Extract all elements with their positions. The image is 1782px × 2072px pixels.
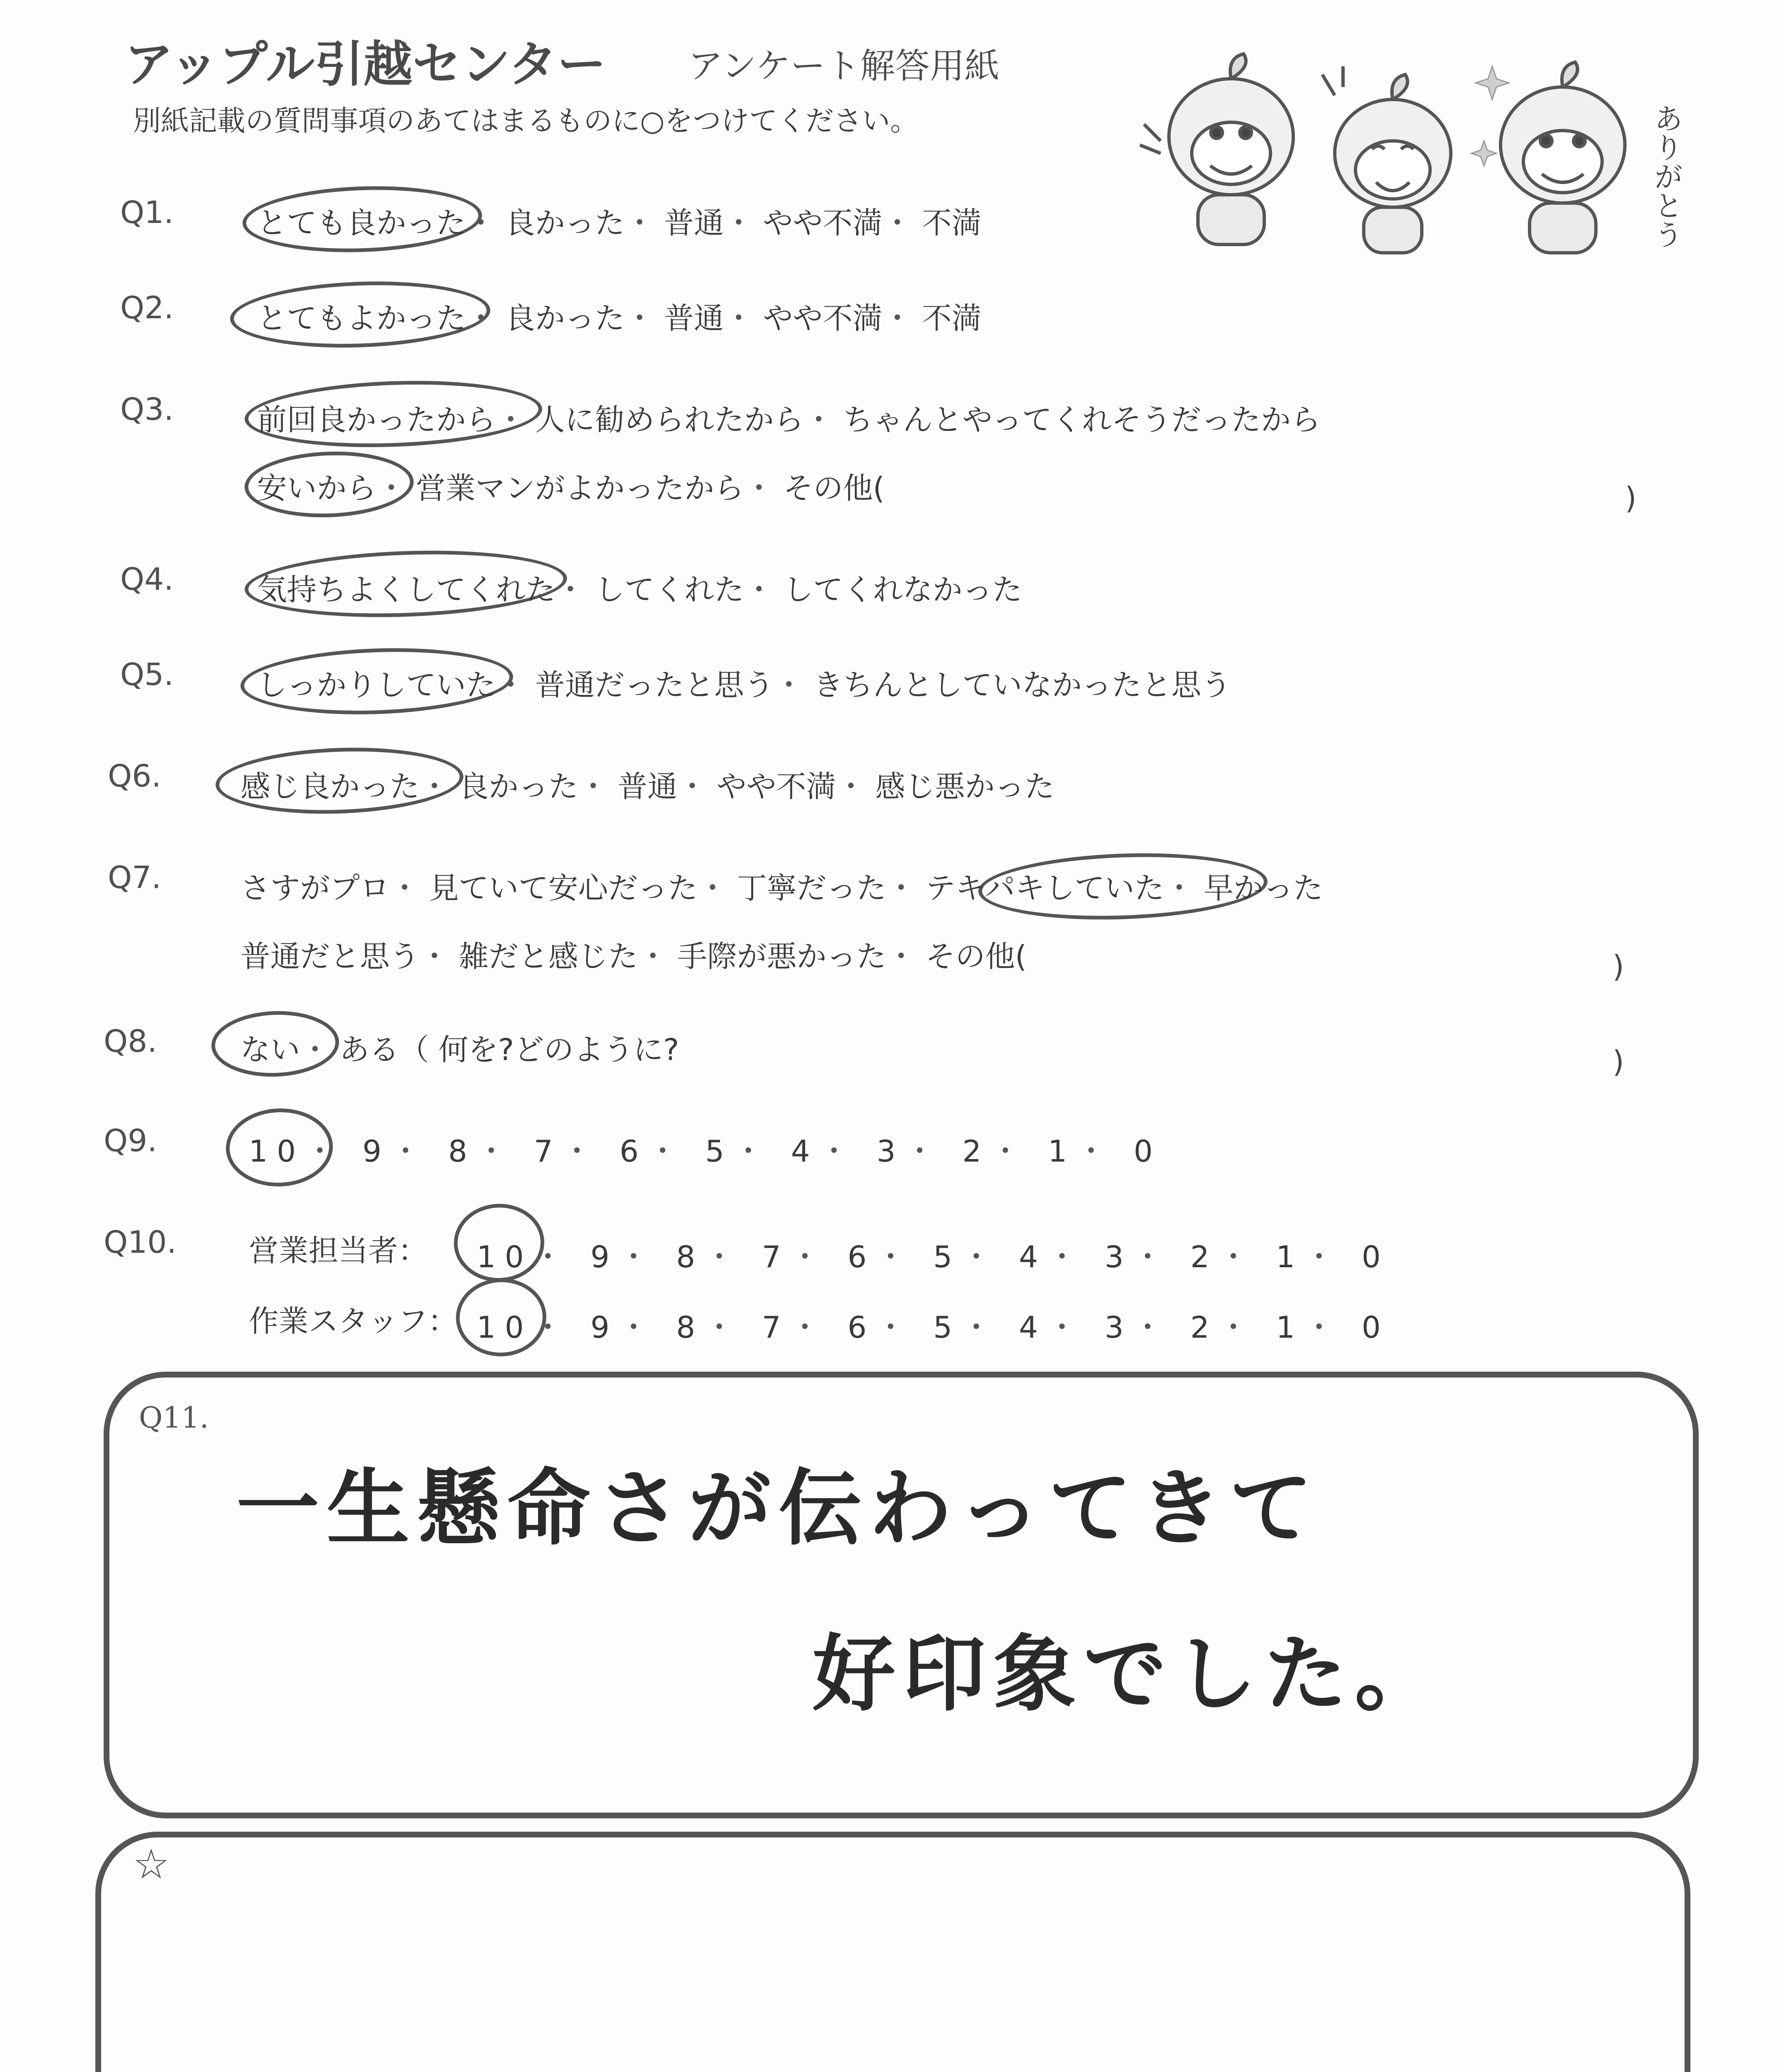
q4-option[interactable]: 気持ちよくしてくれた <box>257 572 556 607</box>
q3-option[interactable]: ちゃんとやってくれそうだったから <box>843 402 1321 437</box>
q2-option[interactable]: 不満 <box>921 301 982 336</box>
q4-option[interactable]: してくれなかった <box>783 572 1022 607</box>
q9-option[interactable]: 1 <box>1048 1134 1076 1169</box>
q4-options: 気持ちよくしてくれた・ してくれた・ してくれなかった <box>257 572 1022 607</box>
q10-sales-label: 営業担当者： <box>249 1233 428 1268</box>
q9-number: Q9. <box>104 1123 157 1159</box>
q9-option[interactable]: 10 <box>249 1134 305 1169</box>
monkey-cheering-icon <box>1140 54 1293 244</box>
q9-option[interactable]: 3 <box>876 1134 905 1169</box>
q4-option[interactable]: してくれた <box>594 572 744 607</box>
monkey-bowing-icon <box>1501 62 1625 253</box>
q7-option[interactable]: 手際が悪かった <box>677 939 886 974</box>
q10-sales-option[interactable]: 8 <box>676 1239 705 1274</box>
q3-close-paren: ) <box>1625 481 1637 516</box>
q10-staff-option[interactable]: 1 <box>1276 1310 1304 1345</box>
q9-option[interactable]: 0 <box>1134 1134 1162 1169</box>
q10-staff-option[interactable]: 3 <box>1104 1310 1133 1345</box>
q8-close-paren: ) <box>1612 1044 1624 1079</box>
q8-number: Q8. <box>104 1024 157 1059</box>
q10-number: Q10. <box>104 1225 177 1260</box>
q3-options-line2: 安いから・ 営業マンがよかったから・ その他( <box>257 471 885 506</box>
q7-option[interactable]: さすがプロ <box>240 871 390 905</box>
q11-answer-box[interactable] <box>104 1372 1699 1818</box>
q9-option[interactable]: 9 <box>362 1134 391 1169</box>
form-subtitle: アンケート解答用紙 <box>688 46 999 86</box>
q7-option[interactable]: 雑だと感じた <box>458 939 638 974</box>
q10-staff-option[interactable]: 4 <box>1019 1310 1047 1345</box>
q3-option[interactable]: 安いから <box>257 471 377 506</box>
q9-option[interactable]: 6 <box>619 1134 648 1169</box>
q10-sales-option[interactable]: 7 <box>761 1239 790 1274</box>
instruction-text: 別紙記載の質問事項のあてはまるものに○をつけてください。 <box>133 105 919 138</box>
q1-option[interactable]: 不満 <box>921 206 982 240</box>
q2-option[interactable]: とてもよかった <box>257 301 466 336</box>
q10-sales-option[interactable]: 0 <box>1362 1239 1390 1274</box>
q7-option[interactable]: 見ていて安心だった <box>429 871 698 905</box>
q9-option[interactable]: 5 <box>705 1134 734 1169</box>
star-icon: ☆ <box>133 1840 170 1888</box>
q3-option-other[interactable]: その他( <box>783 471 885 506</box>
q9-option[interactable]: 2 <box>962 1134 991 1169</box>
q10-staff-option[interactable]: 6 <box>847 1310 876 1345</box>
q10-staff-option[interactable]: 5 <box>933 1310 962 1345</box>
q7-option[interactable]: 丁寧だった <box>737 871 886 905</box>
q5-option[interactable]: きちんとしていなかったと思う <box>813 668 1231 702</box>
thanks-text: ありがとう <box>1649 104 1683 249</box>
q5-option[interactable]: しっかりしていた <box>257 668 496 702</box>
q7-close-paren: ) <box>1612 949 1624 984</box>
q7-options-line2: 普通だと思う・ 雑だと感じた・ 手際が悪かった・ その他( <box>240 939 1027 974</box>
q3-option[interactable]: 前回良かったから <box>257 402 496 437</box>
q7-option[interactable]: テキパキしていた <box>925 871 1164 905</box>
q6-options: 感じ良かった・ 良かった・ 普通・ やや不満・ 感じ悪かった <box>240 769 1055 804</box>
q3-number: Q3. <box>120 392 174 427</box>
q10-sales-option[interactable]: 9 <box>590 1239 619 1274</box>
q10-sales-option[interactable]: 5 <box>933 1239 962 1274</box>
q6-option[interactable]: やや不満 <box>716 769 836 804</box>
q11-answer-line2: 好印象でした。 <box>812 1626 1445 1723</box>
q5-options: しっかりしていた・ 普通だったと思う・ きちんとしていなかったと思う <box>257 668 1231 702</box>
q10-staff-option[interactable]: 9 <box>590 1310 619 1345</box>
q5-option[interactable]: 普通だったと思う <box>535 668 774 702</box>
q5-number: Q5. <box>120 657 174 692</box>
q10-staff-label: 作業スタッフ： <box>249 1304 458 1339</box>
q2-options: とてもよかった・ 良かった・ 普通・ やや不満・ 不満 <box>257 301 982 336</box>
q6-option[interactable]: 感じ悪かった <box>875 769 1055 804</box>
monkey-mascots-icon <box>1127 41 1708 257</box>
q4-number: Q4. <box>120 562 174 597</box>
q10-sales-option[interactable]: 4 <box>1019 1239 1047 1274</box>
q2-option[interactable]: 良かった <box>505 301 625 336</box>
q10-staff-option[interactable]: 10 <box>477 1310 533 1345</box>
q10-staff-option[interactable]: 7 <box>761 1310 790 1345</box>
q9-scale: 10・ 9・ 8・ 7・ 6・ 5・ 4・ 3・ 2・ 1・ 0 <box>249 1134 1162 1169</box>
q10-staff-option[interactable]: 2 <box>1190 1310 1219 1345</box>
q7-option[interactable]: 普通だと思う <box>240 939 420 974</box>
q10-sales-scale: 10・ 9・ 8・ 7・ 6・ 5・ 4・ 3・ 2・ 1・ 0 <box>477 1239 1390 1274</box>
q6-option[interactable]: 感じ良かった <box>240 769 420 804</box>
q1-option[interactable]: 良かった <box>505 206 625 240</box>
q10-sales-option[interactable]: 2 <box>1190 1239 1219 1274</box>
q2-option[interactable]: やや不満 <box>763 301 883 336</box>
q6-option[interactable]: 良かった <box>458 769 578 804</box>
q1-options: とても良かった・ 良かった・ 普通・ やや不満・ 不満 <box>257 206 982 240</box>
q6-number: Q6. <box>108 758 161 794</box>
q10-sales-option[interactable]: 3 <box>1104 1239 1133 1274</box>
q10-sales-option[interactable]: 1 <box>1276 1239 1304 1274</box>
q6-option[interactable]: 普通 <box>617 769 677 804</box>
q1-option[interactable]: とても良かった <box>257 206 466 240</box>
q3-option[interactable]: 営業マンがよかったから <box>415 471 744 506</box>
q3-option[interactable]: 人に勧められたから <box>535 402 804 437</box>
q9-option[interactable]: 8 <box>448 1134 477 1169</box>
q1-option[interactable]: やや不満 <box>763 206 883 240</box>
free-comment-box[interactable] <box>95 1832 1690 2072</box>
q11-label: Q11. <box>139 1401 209 1435</box>
q9-option[interactable]: 4 <box>791 1134 819 1169</box>
q7-option-other[interactable]: その他( <box>925 939 1027 974</box>
q8-options: ない・ ある（ 何を?どのように? <box>240 1032 679 1067</box>
q7-option[interactable]: 早かった <box>1203 871 1323 905</box>
q11-answer-line1: 一生懸命さが伝わってきて <box>236 1460 1320 1557</box>
q10-staff-scale: 10・ 9・ 8・ 7・ 6・ 5・ 4・ 3・ 2・ 1・ 0 <box>477 1310 1390 1345</box>
q8-option-other[interactable]: ある（ 何を?どのように? <box>339 1032 679 1067</box>
q1-number: Q1. <box>120 195 174 230</box>
q7-options-line1: さすがプロ・ 見ていて安心だった・ 丁寧だった・ テキパキしていた・ 早かった <box>240 871 1323 905</box>
q2-number: Q2. <box>120 290 174 326</box>
q10-staff-option[interactable]: 0 <box>1362 1310 1390 1345</box>
q7-number: Q7. <box>108 860 161 896</box>
q1-option[interactable]: 普通 <box>664 206 724 240</box>
form-title: アップル引越センター <box>124 36 606 93</box>
q10-sales-option[interactable]: 6 <box>847 1239 876 1274</box>
q3-options-line1: 前回良かったから・ 人に勧められたから・ ちゃんとやってくれそうだったから <box>257 402 1321 437</box>
q8-option[interactable]: ない <box>240 1032 301 1067</box>
q9-option[interactable]: 7 <box>533 1134 562 1169</box>
q10-sales-option[interactable]: 10 <box>477 1239 533 1274</box>
q2-option[interactable]: 普通 <box>664 301 724 336</box>
q10-staff-option[interactable]: 8 <box>676 1310 705 1345</box>
monkey-smiling-icon <box>1322 66 1451 253</box>
